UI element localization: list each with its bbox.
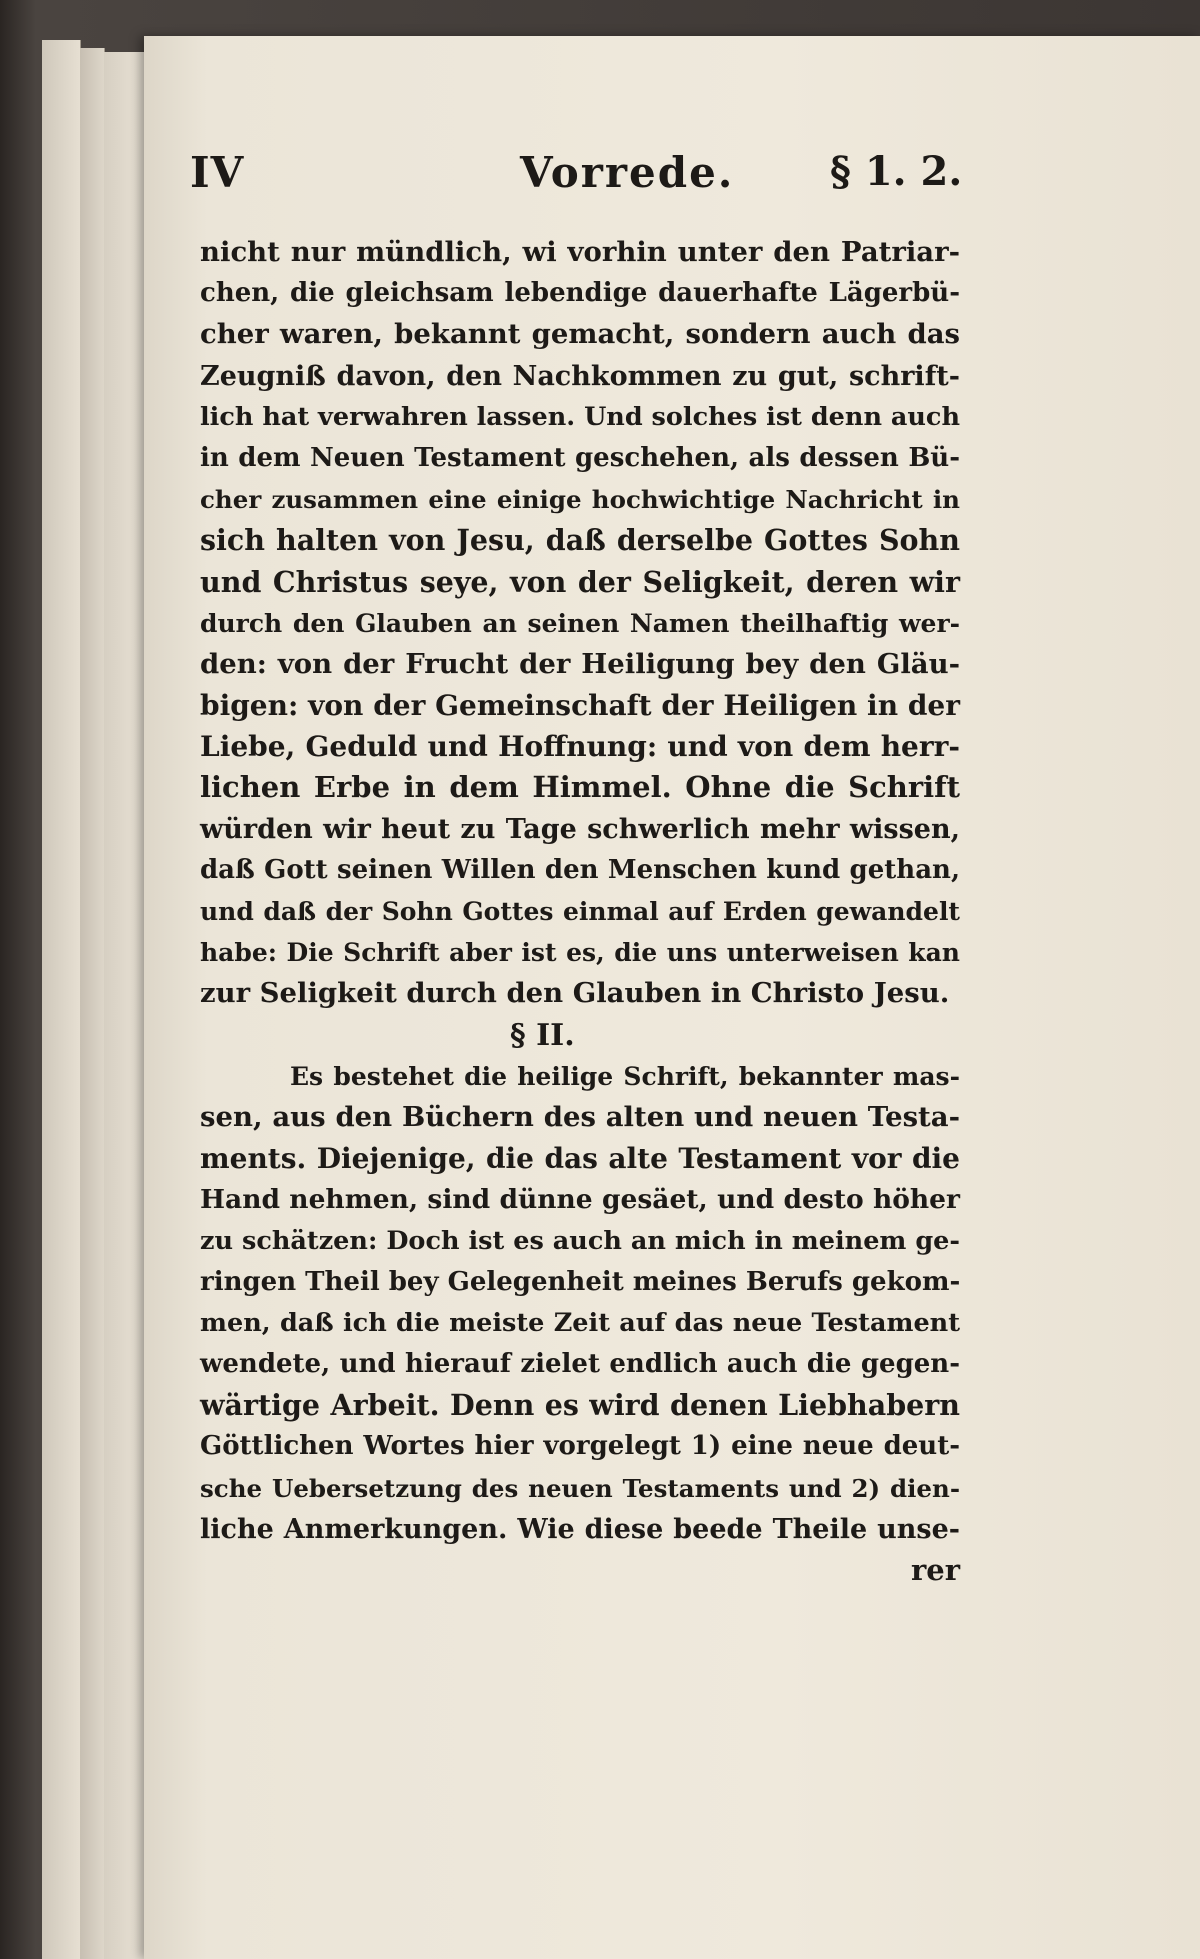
body-text <box>200 232 960 1591</box>
text-line: ringen Theil bey Gelegenheit meines Berufs gekom- <box>200 1266 961 1297</box>
text-line: Liebe, Geduld und Hoffnung: und von dem herr- <box>200 730 960 764</box>
text-line: in dem Neuen Testament geschehen, als dessen Bü- <box>200 442 960 473</box>
book-edge-strip <box>80 48 105 1959</box>
text-line: Es bestehet die heilige Schrift, bekannter mas- <box>290 1061 960 1091</box>
text-line: zur Seligkeit durch den Glauben in Christo Jesu. <box>200 977 950 1010</box>
text-line: Göttlichen Wortes hier vorgelegt 1) eine neue deut- <box>200 1431 960 1462</box>
text-line: ments. Diejenige, die das alte Testament vor die <box>200 1142 960 1176</box>
text-line: daß Gott seinen Willen den Menschen kund gethan, <box>200 854 960 885</box>
text-line: wärtige Arbeit. Denn es wird denen Liebhabern <box>200 1388 960 1423</box>
catchword: rer <box>910 1553 960 1587</box>
text-line: chen, die gleichsam lebendige dauerhafte Lägerbü- <box>200 278 960 309</box>
text-line: cher waren, bekannt gemacht, sondern auch das <box>200 318 960 351</box>
text-line: wendete, und hierauf zielet endlich auch die gegen- <box>200 1349 960 1380</box>
page-number: IV <box>190 148 245 197</box>
page-title: Vorrede. <box>520 148 735 197</box>
running-header <box>190 130 990 210</box>
text-line: und daß der Sohn Gottes einmal auf Erden gewandelt <box>200 897 960 926</box>
book-edge-strip <box>42 40 81 1959</box>
section-reference: § 1. 2. <box>830 148 963 195</box>
text-line: und Christus seye, von der Seligkeit, deren wir <box>200 564 960 599</box>
book-edge-strip <box>104 52 145 1959</box>
text-line: den: von der Frucht der Heiligung bey den Gläu- <box>200 647 960 680</box>
text-line: habe: Die Schrift aber ist es, die uns unterweisen kan <box>200 938 960 968</box>
text-line: durch den Glauben an seinen Namen theilhaftig wer- <box>200 608 960 638</box>
text-line: sen, aus den Büchern des alten und neuen Testa- <box>200 1100 960 1133</box>
text-line: sich halten von Jesu, daß derselbe Gottes Sohn <box>200 523 960 558</box>
text-line: nicht nur mündlich, wi vorhin unter den Patriar- <box>200 236 960 268</box>
text-line: sche Uebersetzung des neuen Testaments und 2) dien- <box>200 1473 960 1503</box>
text-line: lichen Erbe in dem Himmel. Ohne die Schrift <box>200 770 960 805</box>
text-line: lich hat verwahren lassen. Und solches ist denn auch <box>200 401 960 432</box>
text-line: men, daß ich die meiste Zeit auf das neue Testament <box>200 1307 960 1338</box>
text-line: cher zusammen eine einige hochwichtige Nachricht in <box>200 485 960 515</box>
text-line: bigen: von der Gemeinschaft der Heiligen in der <box>200 689 960 723</box>
text-line: würden wir heut zu Tage schwerlich mehr wissen, <box>200 813 960 845</box>
text-line: Hand nehmen, sind dünne gesäet, und desto höher <box>200 1184 960 1216</box>
text-line: zu schätzen: Doch ist es auch an mich in meinem ge- <box>200 1225 960 1256</box>
text-line: liche Anmerkungen. Wie diese beede Theile unse- <box>200 1513 960 1545</box>
text-line: Zeugniß davon, den Nachkommen zu gut, schrift- <box>200 360 960 392</box>
section-heading: § II. <box>510 1017 575 1053</box>
